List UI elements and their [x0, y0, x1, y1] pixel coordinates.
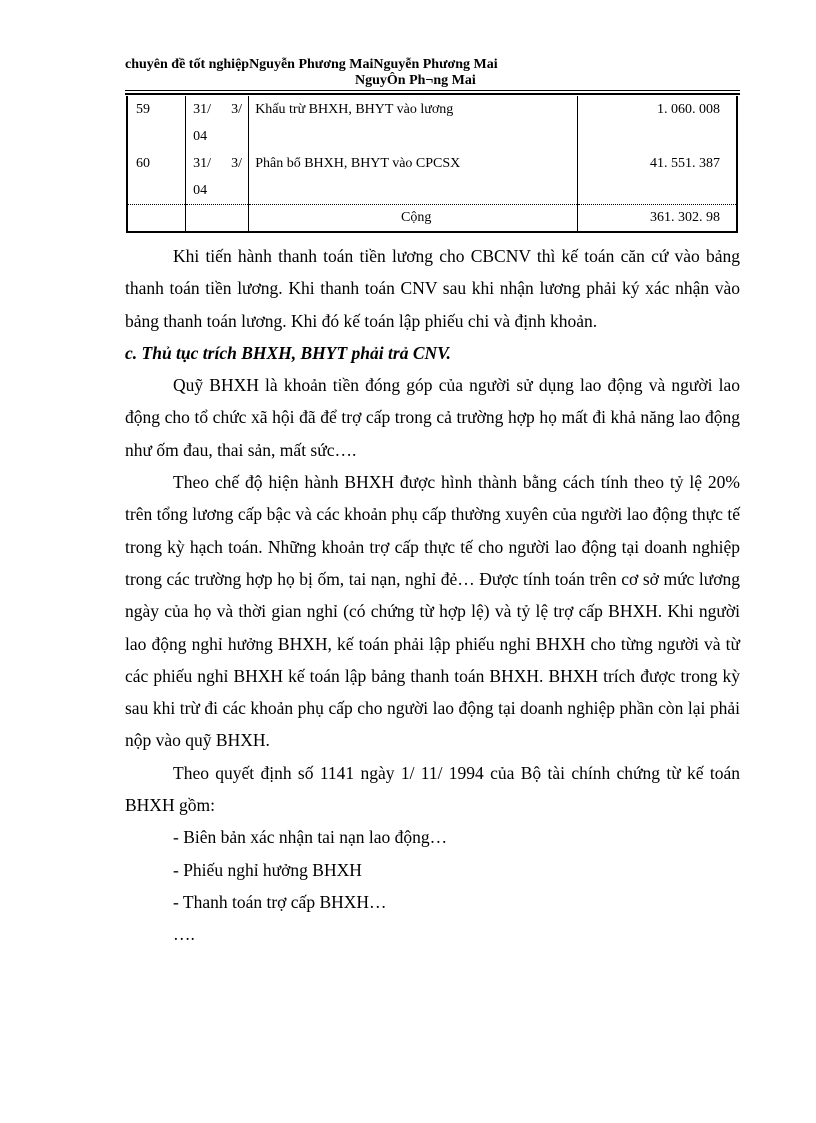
list-item: - Thanh toán trợ cấp BHXH… — [173, 891, 387, 912]
header-line-2: NguyÔn Ph¬ng Mai — [355, 73, 476, 88]
paragraph-payment: Khi tiến hành thanh toán tiền lương cho CBCNV thì kế toán căn cứ vào bảng thanh toán tiền lương. Khi thanh toán CNV sau khi nhận lương phải ký xác nhận vào bảng thanh toán lương. Khi đó kế toán lập phiếu chi và định khoản. — [125, 246, 740, 331]
row-number: 59 — [127, 96, 186, 150]
date-part: 04 — [193, 183, 208, 198]
table-row — [127, 96, 737, 150]
row-description: Phân bổ BHXH, BHYT vào CPCSX — [249, 150, 578, 205]
table-row — [127, 150, 737, 205]
list-item: - Biên bản xác nhận tai nạn lao động… — [173, 827, 448, 848]
row-date — [186, 150, 249, 205]
row-date — [186, 96, 249, 150]
list-item: …. — [173, 924, 195, 945]
header-rule-thin — [125, 90, 740, 91]
date-part: 04 — [193, 129, 208, 144]
row-amount: 1. 060. 008 — [578, 96, 737, 150]
paragraph-decision: Theo quyết định số 1141 ngày 1/ 11/ 1994 của Bộ tài chính chứng từ kế toán BHXH gồm: — [125, 762, 740, 816]
date-part: 31/ — [193, 156, 211, 171]
total-amount: 361. 302. 98 — [578, 205, 737, 233]
total-label: Cộng — [249, 205, 578, 233]
table-total-row — [127, 205, 737, 233]
paragraph-fund: Quỹ BHXH là khoản tiền đóng góp của người sử dụng lao động và người lao động cho tổ chức xã hội đã để trợ cấp trong cả trường hợp họ mất đi khả năng lao động như ốm đau, thai sản, mất sức…. — [125, 375, 740, 460]
list-item: - Phiếu nghỉ hưởng BHXH — [173, 859, 362, 880]
ledger-table — [126, 96, 738, 233]
row-amount: 41. 551. 387 — [578, 150, 737, 205]
header-line-1: chuyên đề tốt nghiệpNguyễn Phương MaiNguyễn Phương Mai — [125, 57, 498, 72]
row-description: Khấu trừ BHXH, BHYT vào lương — [249, 96, 578, 150]
page-header — [125, 57, 740, 89]
date-part: 3/ — [231, 156, 242, 171]
row-number: 60 — [127, 150, 186, 205]
document-body — [125, 240, 740, 951]
header-rule-thick — [125, 93, 740, 95]
paragraph-regime: Theo chế độ hiện hành BHXH được hình thành bằng cách tính theo tỷ lệ 20% trên tổng lương cấp bậc và các khoản phụ cấp thường xuyên của người lao động thực tế trong kỳ hạch toán. Những khoản trợ cấp thực tế cho người lao động tại doanh nghiệp trong các trường hợp họ bị ốm, tai nạn, nghỉ đẻ… Được tính toán trên cơ sở mức lương ngày của họ và thời gian nghỉ (có chứng từ hợp lệ) và tỷ lệ trợ cấp BHXH. Khi người lao động nghỉ hưởng BHXH, kế toán phải lập phiếu nghỉ BHXH cho từng người và từ các phiếu nghỉ BHXH kế toán lập bảng thanh toán BHXH. BHXH trích được trong kỳ sau khi trừ đi các khoản phụ cấp cho người lao động tại doanh nghiệp phần còn lại phải nộp vào quỹ BHXH. — [125, 472, 740, 751]
date-part: 3/ — [231, 102, 242, 117]
date-part: 31/ — [193, 102, 211, 117]
section-heading: c. Thủ tục trích BHXH, BHYT phải trả CNV. — [125, 342, 451, 363]
